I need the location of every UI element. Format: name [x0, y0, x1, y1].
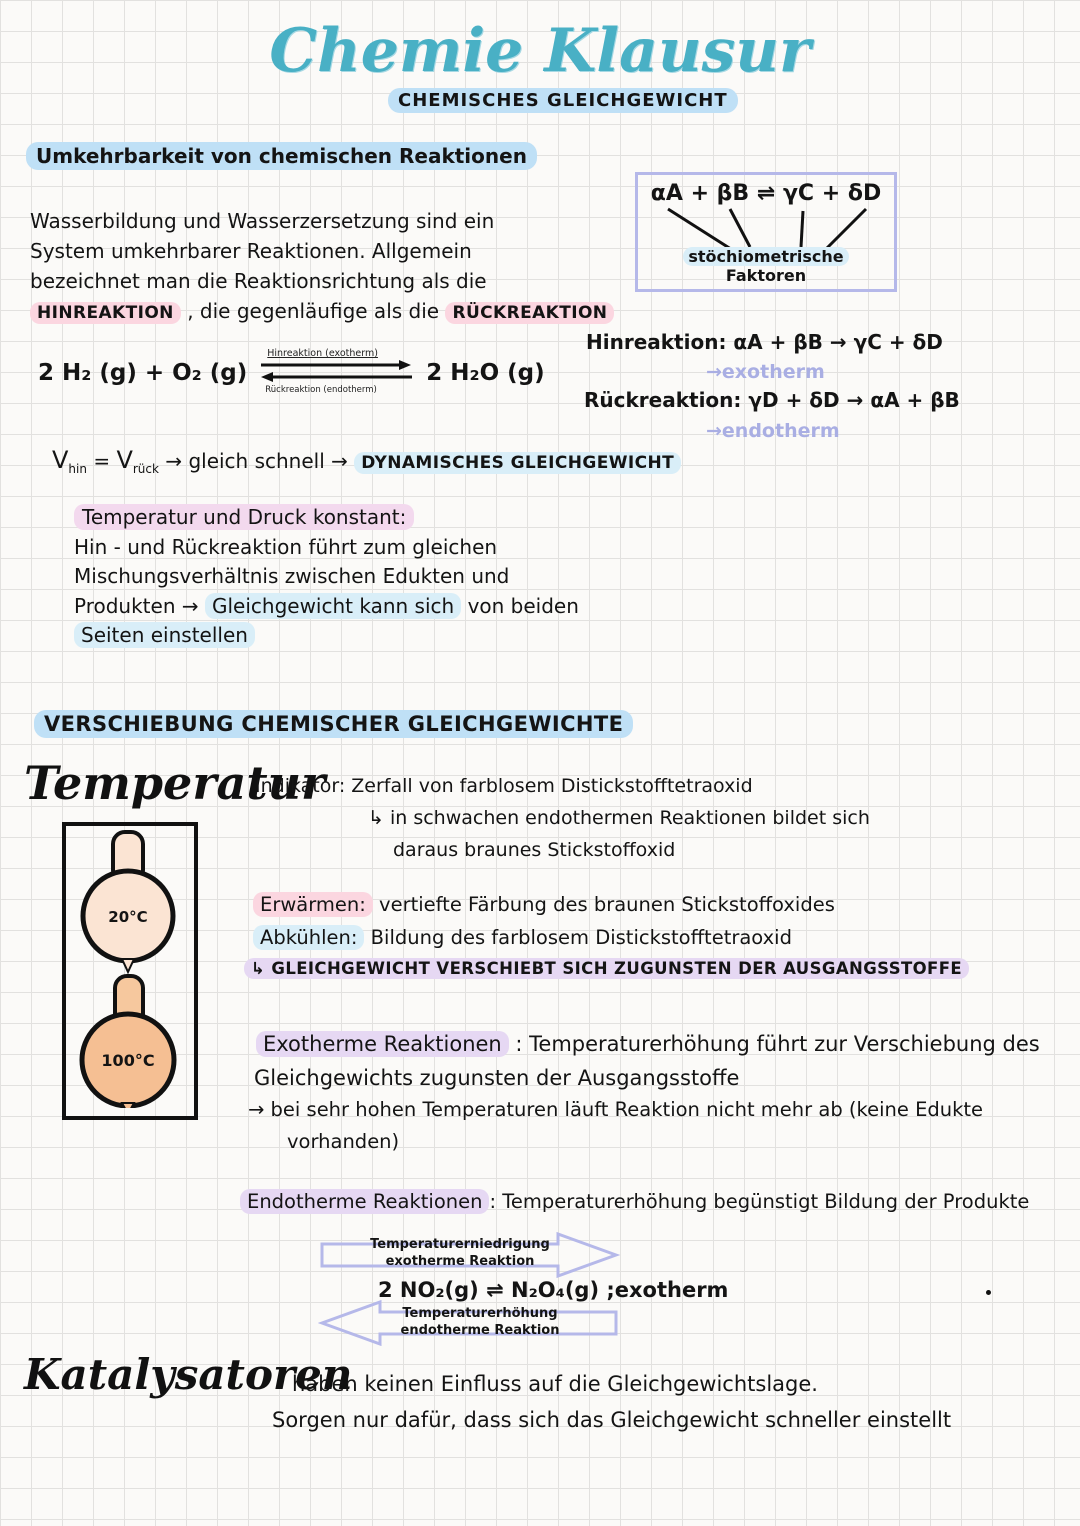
rueckreaktion-formula: γD + δD → αA + βB [748, 388, 960, 412]
erwaermen-line [253, 893, 835, 916]
konstant-highlight: Seiten einstellen [74, 622, 255, 648]
dynamisches-gleichgewicht-term: DYNAMISCHES GLEICHGEWICHT [354, 452, 681, 474]
konstant-line: Hin - und Rückreaktion führt zum gleichen [74, 534, 498, 559]
gleich-schnell-text: → gleich schnell → [165, 449, 348, 473]
indikator-line3: daraus braunes Stickstoffoxid [393, 839, 676, 861]
section-heading-verschiebung: VERSCHIEBUNG CHEMISCHER GLEICHGEWICHTE [34, 710, 633, 738]
hinreaktion-formula: αA + βB → γC + δD [733, 330, 943, 354]
katalysatoren-line2: Sorgen nur dafür, dass sich das Gleichgewicht schneller einstellt [272, 1408, 952, 1432]
right-arrow-label2: exotherme Reaktion [385, 1254, 535, 1269]
paragraph-line: System umkehrbarer Reaktionen. Allgemein [30, 239, 472, 263]
stoichiometry-box [635, 172, 897, 292]
forward-arrow-label: Hinreaktion (exotherm) [267, 348, 378, 359]
equals-sign: = [93, 449, 111, 473]
rueckreaktion-equation [584, 388, 960, 412]
erwaermen-text: vertiefte Färbung des braunen Stickstoffoxides [372, 893, 835, 916]
velocity-equality-line [52, 446, 681, 476]
konstant-line: Mischungsverhältnis zwischen Edukten und [74, 564, 510, 588]
abkuehlen-term: Abkühlen: [253, 925, 364, 950]
section-heading-umkehrbarkeit: Umkehrbarkeit von chemischen Reaktionen [26, 142, 537, 170]
rueckreaktion-label: Rückreaktion: [584, 388, 742, 412]
exotherme-text: : Temperaturerhöhung führt zur Verschiebung des [508, 1032, 1040, 1056]
endotherme-line [240, 1190, 1029, 1213]
stoich-label-line2: Faktoren [725, 266, 807, 285]
konstant-block [74, 503, 579, 651]
konstant-text: von beiden [467, 593, 579, 618]
paragraph-line [30, 296, 614, 328]
v-subscript-rueck: rück [132, 462, 159, 476]
abkuehlen-text: Bildung des farblosem Distickstofftetraoxid [364, 926, 792, 949]
abkuehlen-line [253, 926, 792, 949]
exotherme-line1 [256, 1032, 1040, 1056]
water-equilibrium-equation [38, 348, 545, 398]
v-subscript-hin: hin [68, 462, 87, 476]
general-equilibrium-equation: αA + βB ⇌ γC + δD [650, 181, 882, 206]
rueckreaktion-term: RÜCKREAKTION [445, 302, 614, 324]
paragraph-text: , die gegenläufige als die [187, 299, 440, 323]
right-arrow-label1: Temperaturerniedrigung [370, 1237, 550, 1252]
temperatur-heading: Temperatur [24, 756, 326, 810]
endotherme-term: Endotherme Reaktionen [240, 1189, 489, 1214]
paragraph-line: Wasserbildung und Wasserzersetzung sind ein [30, 209, 495, 233]
hinreaktion-label: Hinreaktion: [586, 330, 727, 354]
indikator-line2: ↳ in schwachen endothermen Reaktionen bildet sich [368, 807, 870, 829]
equation-left-side: 2 H₂ (g) + O₂ (g) [38, 360, 248, 386]
exotherme-line3: → bei sehr hohen Temperaturen läuft Reaktion nicht mehr ab (keine Edukte [248, 1098, 984, 1121]
ink-dot [986, 1290, 991, 1295]
reverse-arrow-label: Rückreaktion (endotherm) [265, 385, 377, 395]
umkehrbarkeit-paragraph [30, 206, 614, 328]
exotherme-term: Exotherme Reaktionen [256, 1031, 509, 1057]
konstant-heading: Temperatur und Druck konstant: [74, 504, 414, 530]
double-arrow-icon [259, 359, 414, 385]
equation-right-side: 2 H₂O (g) [426, 360, 545, 386]
flask-cold-temperature-label: 20°C [108, 908, 148, 926]
gleichgewicht-folge-line [244, 959, 969, 978]
paragraph-line: bezeichnet man die Reaktionsrichtung als die [30, 269, 487, 293]
equilibrium-arrows [259, 348, 414, 398]
flask-hot-temperature-label: 100°C [101, 1051, 155, 1070]
v-symbol: V [52, 446, 69, 474]
left-arrow-label1: Temperaturerhöhung [402, 1306, 558, 1321]
v-symbol: V [116, 446, 133, 474]
hinreaktion-term: HINREAKTION [30, 302, 181, 324]
folge-highlight: ↳ GLEICHGEWICHT VERSCHIEBT SICH ZUGUNSTEN DER AUSGANGSSTOFFE [244, 958, 969, 979]
konstant-highlight: Gleichgewicht kann sich [205, 593, 461, 619]
katalysatoren-heading: Katalysatoren [24, 1350, 353, 1399]
stoich-label-line1: stöchiometrische [683, 247, 848, 266]
page-subtitle: CHEMISCHES GLEICHGEWICHT [388, 88, 738, 113]
katalysatoren-line1: haben keinen Einfluss auf die Gleichgewichtslage. [292, 1372, 818, 1396]
page-title: Chemie Klausur [269, 16, 811, 86]
erwaermen-term: Erwärmen: [253, 892, 373, 917]
endotherme-text: : Temperaturerhöhung begünstigt Bildung der Produkte [489, 1190, 1030, 1213]
hinreaktion-equation [586, 330, 943, 354]
exotherm-note: →exotherm [706, 361, 825, 383]
exotherme-line4: vorhanden) [287, 1130, 400, 1153]
konstant-line [74, 592, 579, 622]
left-arrow-label2: endotherme Reaktion [400, 1323, 560, 1338]
flask-experiment-box [62, 822, 198, 1120]
endotherm-note: →endotherm [706, 420, 840, 442]
exotherme-line2: Gleichgewichts zugunsten der Ausgangsstoffe [254, 1066, 740, 1090]
konstant-text: Produkten → [74, 593, 199, 618]
indikator-line1: Indikator: Zerfall von farblosem Distickstofftetraoxid [255, 775, 753, 797]
no2-equilibrium-equation: 2 NO₂(g) ⇌ N₂O₄(g) ;exotherm [378, 1278, 729, 1302]
